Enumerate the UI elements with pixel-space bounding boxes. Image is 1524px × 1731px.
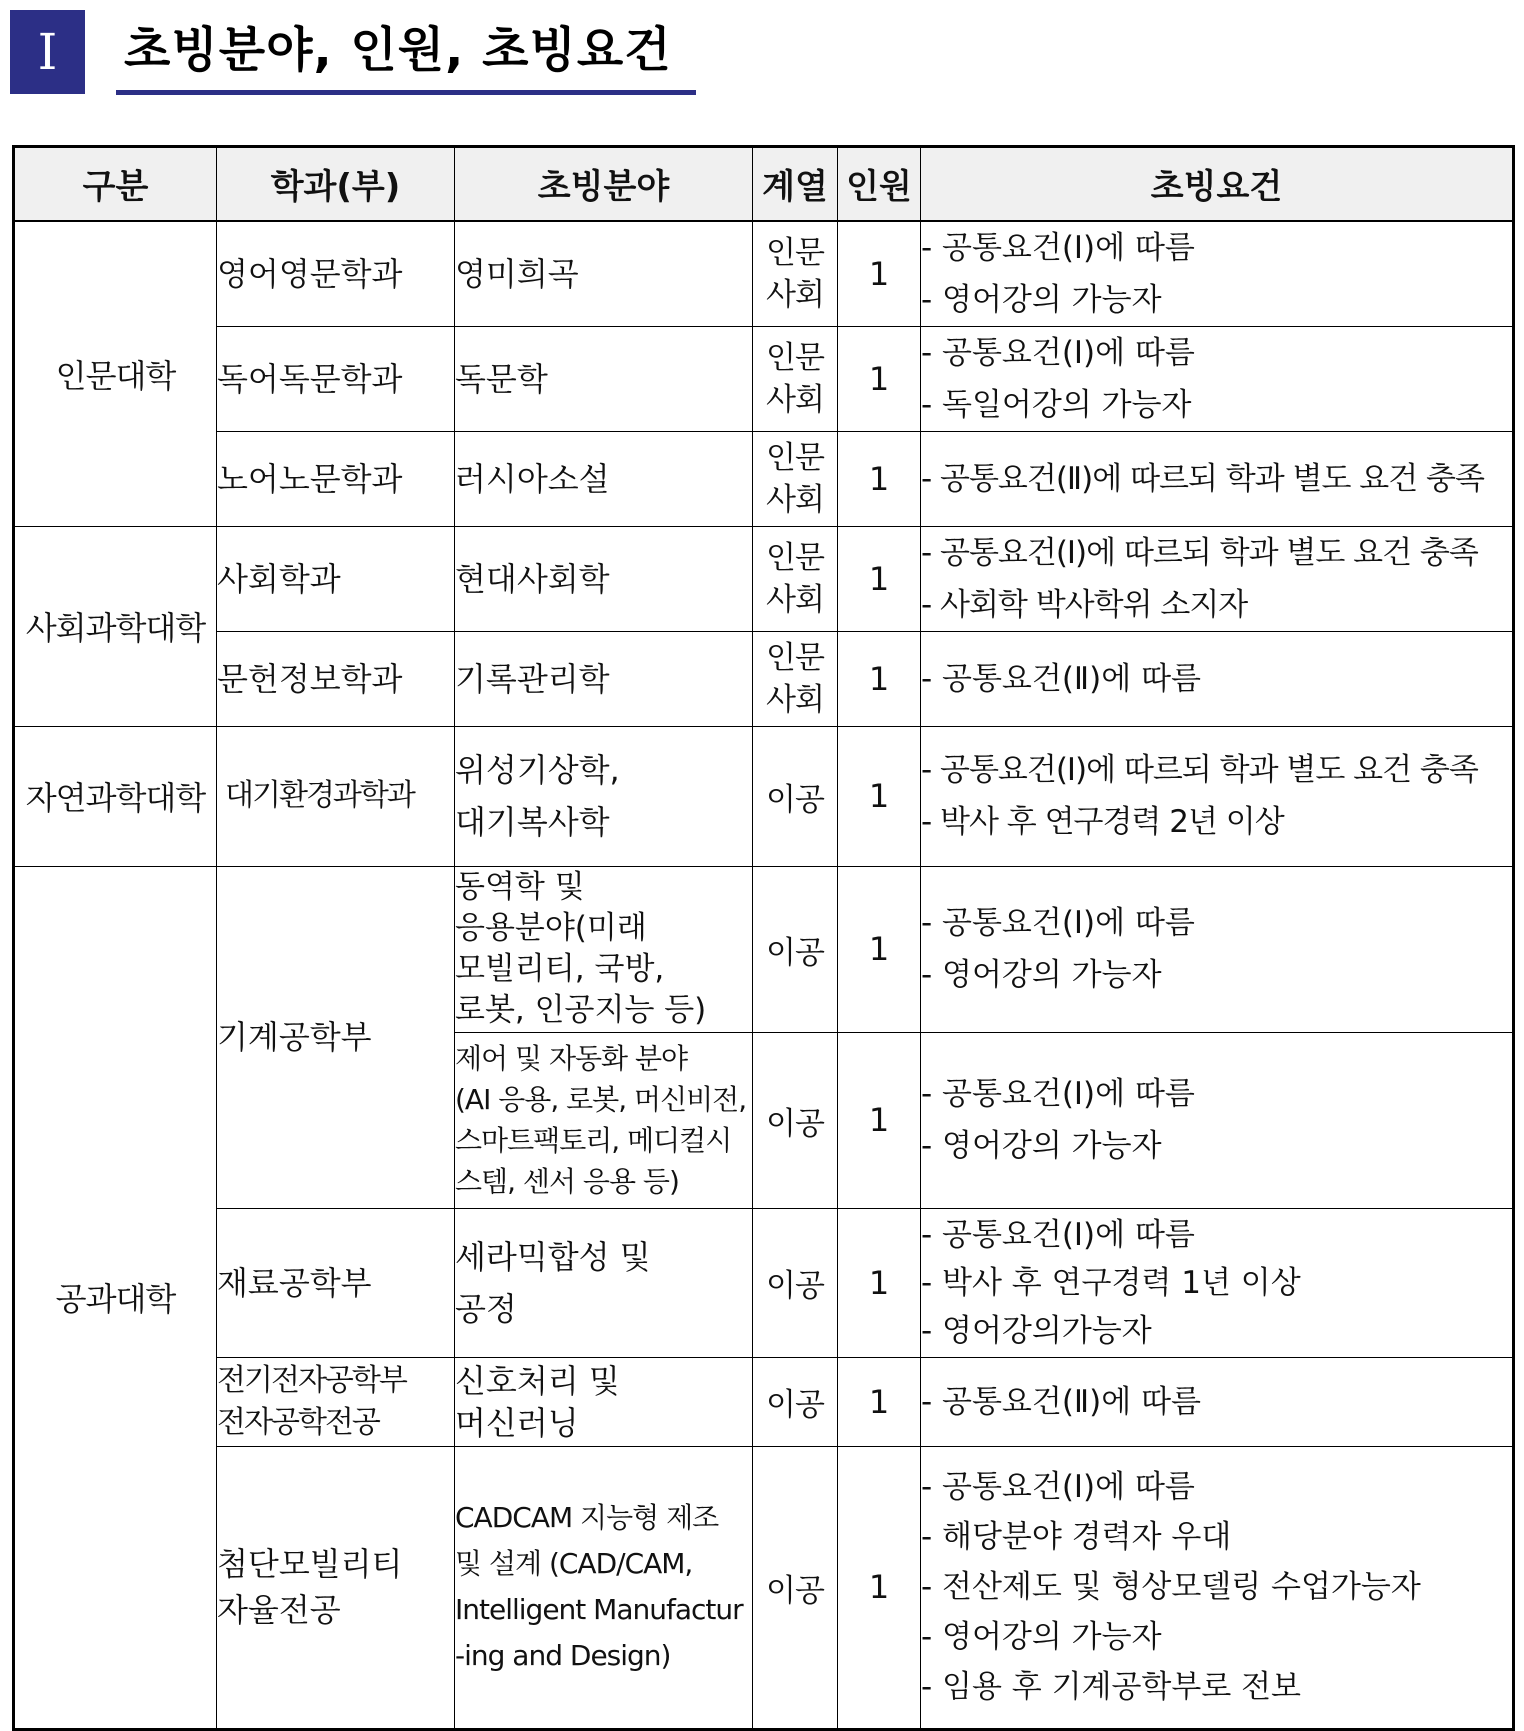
- table-row: [14, 431, 1514, 526]
- department-cell: 전기전자공학부 전자공학전공: [217, 1357, 455, 1446]
- department-cell: 재료공학부: [217, 1208, 455, 1357]
- count-cell: 1: [838, 431, 921, 526]
- header-series: 계열: [753, 147, 838, 221]
- series-cell: 인문 사회: [753, 631, 838, 726]
- series-cell: 이공: [753, 1357, 838, 1446]
- college-cell: 공과대학: [14, 866, 217, 1729]
- field-cell: 동역학 및 응용분야(미래 모빌리티, 국방, 로봇, 인공지능 등): [455, 866, 753, 1032]
- table-row: [14, 1357, 1514, 1446]
- requirements-cell: - 공통요건(Ⅰ)에 따름 - 영어강의 가능자: [921, 1032, 1514, 1208]
- table-row: [14, 866, 1514, 1032]
- table-row: [14, 1446, 1514, 1729]
- department-cell: 영어영문학과: [217, 221, 455, 327]
- college-cell: 자연과학대학: [14, 726, 217, 866]
- count-cell: 1: [838, 631, 921, 726]
- series-cell: 인문 사회: [753, 526, 838, 631]
- header-field: 초빙분야: [455, 147, 753, 221]
- college-cell: 인문대학: [14, 221, 217, 527]
- department-cell: 기계공학부: [217, 866, 455, 1208]
- requirements-cell: - 공통요건(Ⅱ)에 따름: [921, 631, 1514, 726]
- count-cell: 1: [838, 221, 921, 327]
- field-cell: 위성기상학, 대기복사학: [455, 726, 753, 866]
- requirements-cell: - 공통요건(Ⅱ)에 따르되 학과 별도 요건 충족: [921, 431, 1514, 526]
- header-count: 인원: [838, 147, 921, 221]
- count-cell: 1: [838, 526, 921, 631]
- field-cell: 제어 및 자동화 분야 (AI 응용, 로봇, 머신비전, 스마트팩토리, 메디컬시 스템, 센서 응용 등): [455, 1032, 753, 1208]
- section-title: 초빙분야, 인원, 초빙요건: [124, 22, 672, 78]
- series-cell: 이공: [753, 866, 838, 1032]
- header-requirements: 초빙요건: [921, 147, 1514, 221]
- college-cell: 사회과학대학: [14, 526, 217, 726]
- series-cell: 인문 사회: [753, 221, 838, 327]
- field-cell: 신호처리 및 머신러닝: [455, 1357, 753, 1446]
- requirements-cell: - 공통요건(Ⅰ)에 따름 - 영어강의 가능자: [921, 866, 1514, 1032]
- requirements-cell: - 공통요건(Ⅰ)에 따르되 학과 별도 요건 충족 - 사회학 박사학위 소지자: [921, 526, 1514, 631]
- department-cell: 대기환경과학과: [217, 726, 455, 866]
- series-cell: 인문 사회: [753, 431, 838, 526]
- table-row: [14, 526, 1514, 631]
- table-row: [14, 326, 1514, 431]
- table-header-row: [14, 147, 1514, 221]
- requirements-cell: - 공통요건(Ⅱ)에 따름: [921, 1357, 1514, 1446]
- requirements-cell: - 공통요건(Ⅰ)에 따름 - 박사 후 연구경력 1년 이상 - 영어강의가능자: [921, 1208, 1514, 1357]
- count-cell: 1: [838, 726, 921, 866]
- count-cell: 1: [838, 866, 921, 1032]
- count-cell: 1: [838, 1446, 921, 1729]
- series-cell: 이공: [753, 726, 838, 866]
- table-row: [14, 726, 1514, 866]
- series-cell: 이공: [753, 1208, 838, 1357]
- department-cell: 문헌정보학과: [217, 631, 455, 726]
- requirements-cell: - 공통요건(Ⅰ)에 따르되 학과 별도 요건 충족 - 박사 후 연구경력 2년 이상: [921, 726, 1514, 866]
- field-cell: 세라믹합성 및 공정: [455, 1208, 753, 1357]
- table-row: [14, 1208, 1514, 1357]
- header-department: 학과(부): [217, 147, 455, 221]
- series-cell: 이공: [753, 1032, 838, 1208]
- header-category: 구분: [14, 147, 217, 221]
- count-cell: 1: [838, 326, 921, 431]
- count-cell: 1: [838, 1208, 921, 1357]
- field-cell: 러시아소설: [455, 431, 753, 526]
- department-cell: 첨단모빌리티 자율전공: [217, 1446, 455, 1729]
- count-cell: 1: [838, 1032, 921, 1208]
- count-cell: 1: [838, 1357, 921, 1446]
- department-cell: 사회학과: [217, 526, 455, 631]
- series-cell: 인문 사회: [753, 326, 838, 431]
- requirements-cell: - 공통요건(Ⅰ)에 따름 - 독일어강의 가능자: [921, 326, 1514, 431]
- table-row: [14, 221, 1514, 327]
- department-cell: 독어독문학과: [217, 326, 455, 431]
- field-cell: 기록관리학: [455, 631, 753, 726]
- recruitment-table: [12, 145, 1515, 1731]
- series-cell: 이공: [753, 1446, 838, 1729]
- field-cell: 현대사회학: [455, 526, 753, 631]
- section-number-badge: I: [10, 10, 85, 94]
- title-underline: [116, 90, 696, 95]
- field-cell: 독문학: [455, 326, 753, 431]
- requirements-cell: - 공통요건(Ⅰ)에 따름 - 영어강의 가능자: [921, 221, 1514, 327]
- requirements-cell: - 공통요건(Ⅰ)에 따름 - 해당분야 경력자 우대 - 전산제도 및 형상모델링 수업가능자 - 영어강의 가능자 - 임용 후 기계공학부로 전보: [921, 1446, 1514, 1729]
- section-header: [0, 0, 1524, 110]
- field-cell: 영미희곡: [455, 221, 753, 327]
- department-cell: 노어노문학과: [217, 431, 455, 526]
- table-row: [14, 631, 1514, 726]
- field-cell: CADCAM 지능형 제조 및 설계 (CAD/CAM, Intelligent Manufactur -ing and Design): [455, 1446, 753, 1729]
